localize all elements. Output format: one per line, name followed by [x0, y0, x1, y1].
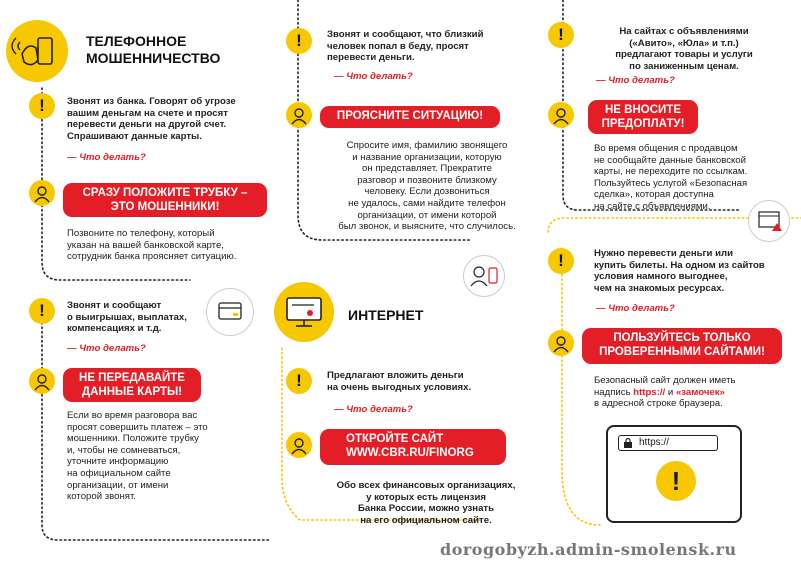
- internet-section-title: ИНТЕРНЕТ: [348, 307, 424, 323]
- relative-banner: ПРОЯСНИТЕ СИТУАЦИЮ!: [320, 106, 500, 128]
- caller-phone-icon: [463, 255, 505, 297]
- ads-advice: Во время общения с продавцом не сообщайте данные банковской карты, не переходите по ссылкам. Пользуйтесь услугой «Безопасная сделка», которая доступна на сайте с объявлениями.: [594, 143, 748, 212]
- https-highlight: https://: [633, 386, 666, 398]
- ads-banner: НЕ ВНОСИТЕ ПРЕДОПЛАТУ!: [588, 100, 698, 134]
- what-to-do-label: — Что делать?: [596, 75, 675, 86]
- watermark-text: dorogobyzh.admin-smolensk.ru: [440, 540, 737, 559]
- internet-banner: ОТКРОЙТЕ САЙТ WWW.CBR.RU/FINORG: [320, 429, 506, 465]
- person-icon: [29, 180, 55, 206]
- website-warning-icon: [748, 200, 790, 242]
- transfer-case-text: Нужно перевести деньги или купить билеты. На одном из сайтов условия намного выгоднее, чем на знакомых ресурсах.: [594, 248, 765, 294]
- lock-icon: [623, 438, 633, 448]
- internet-advice: Обо всех финансовых организациях, у которых есть лицензия Банка России, можно узнать на его официальном сайте.: [336, 480, 516, 526]
- warning-icon: !: [548, 22, 574, 48]
- what-to-do-label: — Что делать?: [67, 343, 146, 354]
- phone-hand-icon: [6, 20, 68, 82]
- ads-case-text: На сайтах с объявлениями («Авито», «Юла» и т.п.) предлагают товары и услуги по заниженным ценам.: [615, 26, 753, 72]
- title-line-2: МОШЕННИЧЕСТВО: [86, 50, 221, 66]
- transfer-advice: Безопасный сайт должен иметь надпись https:// и «замочек» в адресной строке браузера.: [594, 375, 736, 410]
- person-icon: [29, 368, 55, 394]
- what-to-do-label: — Что делать?: [334, 404, 413, 415]
- browser-warning-icon: !: [656, 461, 696, 501]
- card-payment-icon: [206, 288, 254, 336]
- warning-icon: !: [29, 298, 55, 324]
- person-icon: [548, 330, 574, 356]
- person-icon: [286, 102, 312, 128]
- warning-icon: !: [286, 368, 312, 394]
- person-icon: [548, 102, 574, 128]
- person-icon: [286, 432, 312, 458]
- warning-icon: !: [548, 248, 574, 274]
- internet-section-emblem: [274, 282, 334, 342]
- relative-case-text: Звонят и сообщают, что близкий человек попал в беду, просят перевести деньги.: [327, 29, 484, 64]
- relative-advice: Спросите имя, фамилию звонящего и название организации, которую он представляет. Прекратите разговор и позвоните близкому человеку. Если дозвониться не удалось, сами найдите телефон организации, от имени которой был звонок, и выясните, что случилось.: [338, 140, 516, 233]
- warning-icon: !: [29, 93, 55, 119]
- phone-section-title: [86, 33, 220, 67]
- phone-case1-banner: СРАЗУ ПОЛОЖИТЕ ТРУБКУ – ЭТО МОШЕННИКИ!: [63, 183, 267, 217]
- what-to-do-label: — Что делать?: [596, 303, 675, 314]
- transfer-banner: ПОЛЬЗУЙТЕСЬ ТОЛЬКО ПРОВЕРЕННЫМИ САЙТАМИ!: [582, 328, 782, 364]
- what-to-do-label: — Что делать?: [67, 152, 146, 163]
- phone-case2-banner: НЕ ПЕРЕДАВАЙТЕ ДАННЫЕ КАРТЫ!: [63, 368, 201, 402]
- lock-highlight: «замочек»: [675, 386, 725, 398]
- phone-section-emblem: [6, 20, 68, 82]
- phone-case2-text: Звонят и сообщают о выигрышах, выплатах, компенсациях и т.д.: [67, 300, 187, 335]
- what-to-do-label: — Что делать?: [334, 71, 413, 82]
- warning-icon: !: [286, 28, 312, 54]
- address-bar-url: https://: [639, 437, 670, 448]
- address-bar: [618, 435, 718, 451]
- phone-case2-advice: Если во время разговора вас просят совершить платеж – это мошенники. Положите трубку и, чтобы не сомневаться, уточните информацию на официальном сайте организации, от имени которой звонят.: [67, 410, 208, 503]
- monitor-icon: [274, 282, 334, 342]
- phone-case1-text: Звонят из банка. Говорят об угрозе вашим деньгам на счете и просят перевести деньги на другой счет. Спрашивают данные карты.: [67, 96, 236, 142]
- browser-window-illustration: [606, 425, 742, 523]
- phone-case1-advice: Позвоните по телефону, который указан на вашей банковской карте, сотрудник банка проясняет ситуацию.: [67, 228, 237, 263]
- title-line-1: ТЕЛЕФОННОЕ: [86, 33, 187, 49]
- internet-case-text: Предлагают вложить деньги на очень выгодных условиях.: [327, 370, 472, 393]
